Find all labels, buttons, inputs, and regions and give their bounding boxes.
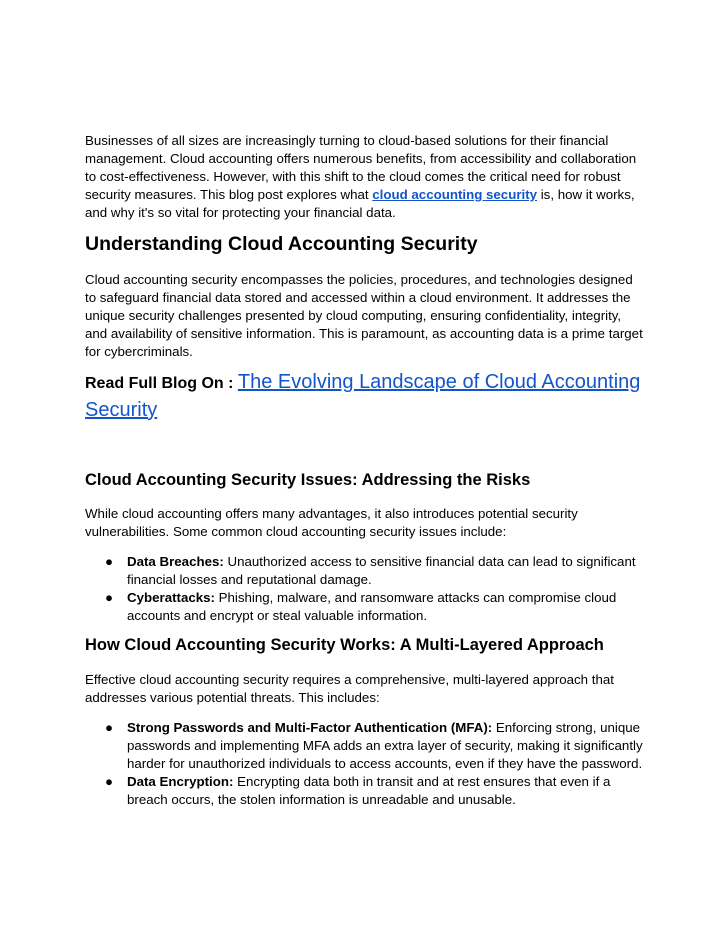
intro-text-after: is, how it works, and why it's so vital for protecting your financial data. (85, 187, 635, 220)
section-how-it-works (85, 634, 645, 656)
read-full-blog-link[interactable]: The Evolving Landscape of Cloud Accounting Security (85, 371, 641, 421)
read-full-blog (85, 369, 645, 425)
list-item-term: Data Breaches: (127, 554, 224, 569)
section-how-body: Effective cloud accounting security requires a comprehensive, multi-layered approach that addresses various potential threats. This includes: (85, 672, 614, 705)
list-item (85, 553, 645, 589)
intro-paragraph (85, 132, 645, 222)
section-issues-body: While cloud accounting offers many advantages, it also introduces potential security vulnerabilities. Some common cloud accounting security issues include: (85, 506, 578, 539)
bullet-icon: ● (105, 554, 114, 569)
cloud-accounting-security-link[interactable]: cloud accounting security (372, 187, 538, 202)
section-how-list-wrap (85, 719, 645, 809)
section-heading-issues: Cloud Accounting Security Issues: Addressing the Risks (85, 471, 531, 489)
section-issues (85, 469, 645, 491)
bullet-icon: ● (105, 774, 114, 789)
list-item (85, 773, 645, 809)
section-understanding-body: Cloud accounting security encompasses the policies, procedures, and technologies designed to safeguard financial data stored and accessed within a cloud environment. It addresses the unique security challenges presented by cloud computing, ensuring confidentiality, integrity, and availability of sensitive information. This is paramount, as accounting data is a prime target for cybercriminals. (85, 272, 643, 359)
list-item-term: Data Encryption: (127, 774, 234, 789)
list-item-text: Unauthorized access to sensitive financial data can lead to significant financial losses and reputational damage. (127, 554, 636, 587)
bullet-icon: ● (105, 590, 114, 605)
section-heading-understanding: Understanding Cloud Accounting Security (85, 233, 478, 255)
intro-text-before: Businesses of all sizes are increasingly turning to cloud-based solutions for their financial management. Cloud accounting offers numerous benefits, from accessibility and collaboration to cost-effectiveness. However, with this shift to the cloud comes the critical need for robust security measures. This blog post explores what (85, 133, 637, 202)
list-item-text: Encrypting data both in transit and at rest ensures that even if a breach occurs, the stolen information is unreadable and unusable. (127, 774, 611, 807)
section-heading-how-it-works: How Cloud Accounting Security Works: A Multi-Layered Approach (85, 636, 604, 654)
list-item-text: Enforcing strong, unique passwords and implementing MFA adds an extra layer of security, making it significantly harder for unauthorized individuals to access accounts, even if they have the password. (127, 720, 643, 771)
section-understanding-body-wrap (85, 271, 645, 361)
list-item-term: Strong Passwords and Multi-Factor Authentication (MFA): (127, 720, 493, 735)
section-understanding (85, 232, 645, 256)
section-issues-list-wrap (85, 553, 645, 625)
issues-list (85, 553, 645, 625)
section-issues-body-wrap (85, 505, 645, 541)
list-item-term: Cyberattacks: (127, 590, 215, 605)
list-item (85, 719, 645, 773)
list-item (85, 589, 645, 625)
list-item-text: Phishing, malware, and ransomware attacks can compromise cloud accounts and encrypt or steal valuable information. (127, 590, 617, 623)
how-list (85, 719, 645, 809)
bullet-icon: ● (105, 720, 114, 735)
section-how-body-wrap (85, 671, 645, 707)
read-full-label: Read Full Blog On : (85, 375, 238, 392)
